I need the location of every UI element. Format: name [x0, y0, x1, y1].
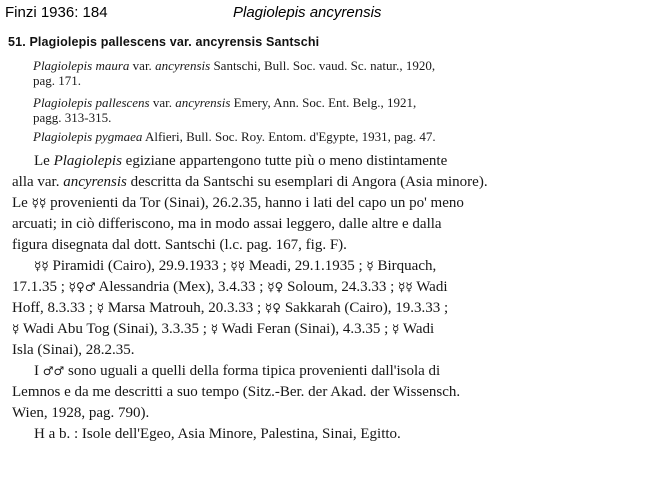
description-paragraph [12, 151, 640, 256]
worker-symbol: ☿ [366, 259, 374, 273]
synonym-entry [33, 58, 638, 88]
synonym-line [33, 129, 638, 144]
comparison-paragraph [12, 361, 640, 424]
text-line: 17.1.35 ; ☿♀♂ Alessandria (Mex), 3.4.33 ; ☿♀ Soloum, 24.3.33 ; ☿☿ Wadi [12, 279, 448, 295]
text-line: arcuati; in ciò differiscono, ma in modo assai leggero, dalle altre e dalla [12, 216, 442, 232]
habitat-line [12, 424, 640, 445]
synonym-reference: Santschi, Bull. Soc. vaud. Sc. natur., 1920, [210, 58, 436, 73]
synonym-epithet: ancyrensis [155, 58, 211, 73]
synonym-reference: Emery, Ann. Soc. Ent. Belg., 1921, [230, 95, 417, 110]
worker-symbol: ☿ [12, 322, 20, 336]
localities-paragraph [12, 256, 640, 361]
synonym-genus: Plagiolepis pallescens [33, 95, 150, 110]
text-line: I ♂♂ sono uguali a quelli della forma tipica provenienti dall'isola di [34, 363, 441, 379]
text-line: figura disegnata dal dott. Santschi (l.c. pag. 167, fig. F). [12, 237, 347, 253]
caste-symbols: ☿♀♂ [68, 280, 96, 294]
caste-symbols: ☿♀ [267, 280, 284, 294]
text-line: Isla (Sinai), 28.2.35. [12, 342, 135, 358]
synonym-rank: var. [129, 58, 156, 73]
synonym-rank: var. [149, 95, 176, 110]
worker-symbol: ☿☿ [34, 259, 49, 273]
text-line: ☿☿ Piramidi (Cairo), 29.9.1933 ; ☿☿ Meadi, 29.1.1935 ; ☿ Birquach, [34, 258, 437, 274]
header-citation: Finzi 1936: 184 [5, 4, 108, 21]
text-line: alla var. ancyrensis descritta da Santschi su esemplari di Angora (Asia minore). [12, 174, 488, 190]
caste-symbols: ☿♀ [264, 301, 282, 315]
synonym-genus: Plagiolepis maura [33, 58, 130, 73]
text-line: Le ☿☿ provenienti da Tor (Sinai), 26.2.35, hanno i lati del capo un po' meno [12, 195, 464, 211]
synonym-epithet: ancyrensis [175, 95, 231, 110]
synonym-entry [33, 95, 638, 125]
worker-symbol: ☿ [96, 301, 105, 315]
text-line: H a b. : Isole dell'Egeo, Asia Minore, Palestina, Sinai, Egitto. [34, 426, 401, 442]
synonym-entry [33, 129, 638, 144]
worker-symbol: ☿☿ [230, 259, 246, 273]
synonym-line [33, 95, 638, 110]
text-line: Wien, 1928, pag. 790). [12, 405, 150, 421]
text-line: ☿ Wadi Abu Tog (Sinai), 3.3.35 ; ☿ Wadi Feran (Sinai), 4.3.35 ; ☿ Wadi [12, 321, 435, 337]
synonym-genus: Plagiolepis pygmaea [33, 129, 143, 144]
text-line: Lemnos e da me descritti a suo tempo (Sitz.-Ber. der Akad. der Wissensch. [12, 384, 461, 400]
male-symbol: ♂♂ [42, 364, 65, 378]
synonym-pages: pag. 171. [33, 73, 82, 88]
synonym-reference: Alfieri, Bull. Soc. Roy. Entom. d'Egypte, 1931, pag. 47. [142, 129, 436, 144]
synonym-pages: pagg. 313-315. [33, 110, 112, 125]
species-heading: 51. Plagiolepis pallescens var. ancyrensis Santschi [8, 35, 320, 49]
header-taxon: Plagiolepis ancyrensis [233, 4, 382, 21]
worker-symbol: ☿☿ [398, 280, 413, 294]
synonym-line [33, 58, 638, 73]
worker-symbol: ☿ [392, 322, 400, 336]
text-line: Hoff, 8.3.33 ; ☿ Marsa Matrouh, 20.3.33 ; ☿♀ Sakkarah (Cairo), 19.3.33 ; [12, 300, 449, 316]
text-line: Le Plagiolepis egiziane appartengono tutte più o meno distintamente [34, 153, 448, 169]
worker-symbol: ☿ [210, 322, 219, 336]
worker-symbol: ☿☿ [31, 196, 47, 210]
